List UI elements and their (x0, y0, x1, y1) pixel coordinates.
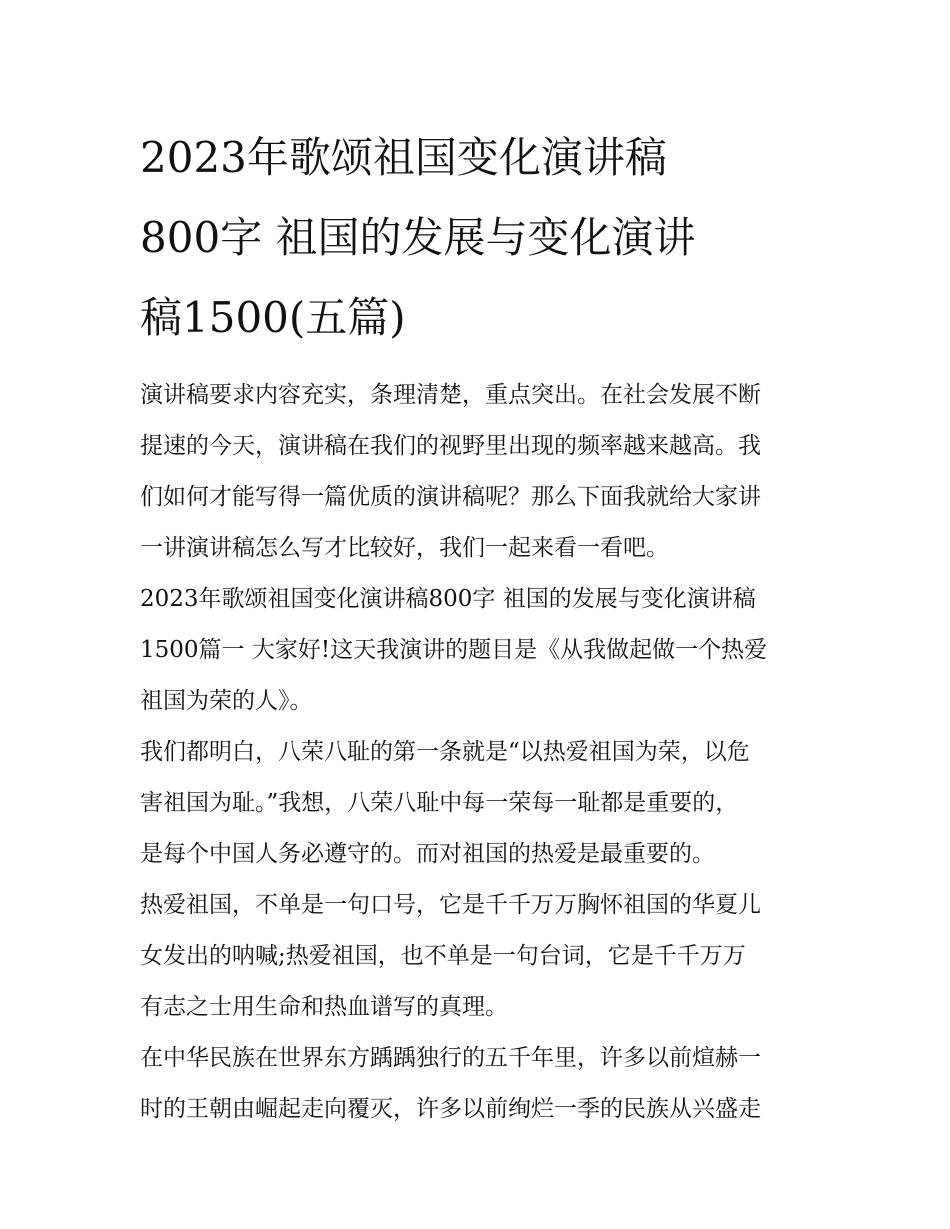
speech-heading-paragraph (140, 574, 815, 727)
text-line: 提速的今天，演讲稿在我们的视野里出现的频率越来越高。我 (140, 433, 761, 459)
title-line: 2023年歌颂祖国变化演讲稿 (140, 133, 667, 182)
text-line: 一讲演讲稿怎么写才比较好，我们一起来看一看吧。 (140, 535, 669, 561)
text-line: 1500篇一 大家好!这天我演讲的题目是《从我做起做一个热爱 (140, 637, 768, 663)
text-line: 们如何才能写得一篇优质的演讲稿呢？那么下面我就给大家讲 (140, 484, 761, 510)
text-line: 演讲稿要求内容充实，条理清楚，重点突出。在社会发展不断 (140, 382, 761, 408)
text-line: 2023年歌颂祖国变化演讲稿800字 祖国的发展与变化演讲稿 (140, 586, 756, 612)
text-line: 热爱祖国，不单是一句口号，它是千千万万胸怀祖国的华夏儿 (140, 892, 761, 918)
text-line: 有志之士用生命和热血谱写的真理。 (140, 994, 508, 1020)
body-paragraph (140, 1033, 815, 1135)
text-line: 在中华民族在世界东方踽踽独行的五千年里，许多以前煊赫一 (140, 1045, 761, 1071)
text-line: 女发出的呐喊;热爱祖国，也不单是一句台词，它是千千万万 (140, 943, 746, 969)
document-content (140, 118, 815, 1135)
intro-paragraph (140, 370, 815, 574)
body-paragraph (140, 880, 815, 1033)
text-line: 是每个中国人务必遵守的。而对祖国的热爱是最重要的。 (140, 841, 715, 867)
document-title (140, 118, 815, 358)
text-line: 祖国为荣的人》。 (140, 688, 313, 714)
text-line: 我们都明白，八荣八耻的第一条就是“以热爱祖国为荣，以危 (140, 739, 750, 765)
title-line: 稿1500(五篇) (140, 293, 406, 342)
text-line: 害祖国为耻。”我想，八荣八耻中每一荣每一耻都是重要的， (140, 790, 739, 816)
text-line: 时的王朝由崛起走向覆灭，许多以前绚烂一季的民族从兴盛走 (140, 1096, 761, 1122)
title-line: 800字 祖国的发展与变化演讲 (140, 213, 696, 262)
body-paragraph (140, 727, 815, 880)
